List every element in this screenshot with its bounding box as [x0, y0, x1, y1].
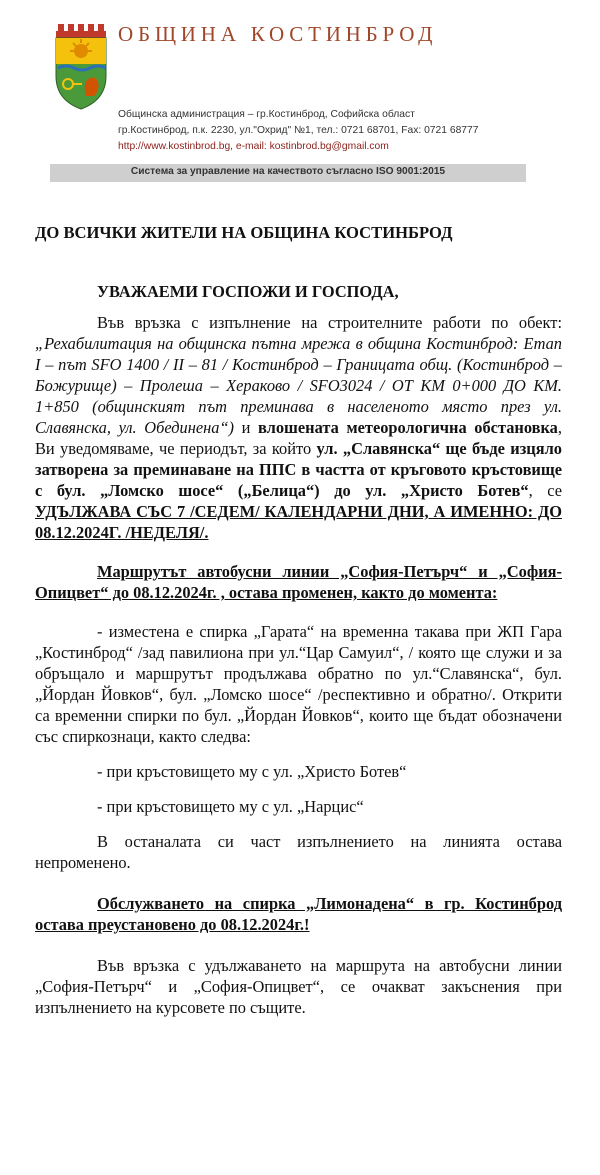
route-lines: Маршрутът автобусни линии „София-Петърч“ и „София-Опицвет“ [35, 562, 562, 602]
contact-line: гр.Костинброд, п.к. 2230, ул."Охрид" №1, тел.: 0721 68701, Fax: 0721 68777 [118, 125, 479, 136]
iso-bar [50, 164, 526, 182]
paragraph-unchanged: В останалата си част изпълнението на линията остава непроменено. [35, 832, 562, 872]
web-email-line[interactable]: http://www.kostinbrod.bg, e-mail: kostinbrod.bg@gmail.com [118, 141, 389, 152]
weather-text: влошената метеорологична обстановка [258, 418, 558, 437]
paragraph-delays: Във връзка с удължаването на маршрута на автобусни линии „София-Петърч“ и „София-Опицвет“, се очакват закъснения при изпълнението на курсовете по същите. [35, 956, 562, 1017]
paragraph-notice [35, 312, 562, 543]
municipality-coat-of-arms-icon [52, 24, 110, 110]
notice-text: , Ви уведомяваме, че периодът, за който [35, 418, 562, 458]
salutation: УВАЖАЕМИ ГОСПОЖИ И ГОСПОДА, [97, 282, 399, 301]
route-status: до 08.12.2024г. , остава променен, както до момента: [108, 583, 498, 602]
address-line: Общинска администрация – гр.Костинброд, Софийска област [118, 109, 415, 120]
notice-and: и [234, 418, 259, 437]
letter-body [35, 222, 562, 1018]
bullet-stop-2: - при кръстовището му с ул. „Нарцис“ [97, 797, 364, 816]
extension-text: УДЪЛЖАВА СЪС 7 /СЕДЕМ/ КАЛЕНДАРНИ ДНИ, А ИМЕННО: ДО 08.12.2024Г. /НЕДЕЛЯ/. [35, 502, 562, 542]
org-name: ОБЩИНА КОСТИНБРОД [118, 22, 438, 46]
paragraph-stop-suspended: Обслужването на спирка „Лимонадена“ в гр. Костинброд остава преустановено до 08.12.2024г.! [35, 894, 562, 934]
notice-intro: Във връзка с изпълнение на строителните работи по обект: [97, 313, 562, 332]
bullet-stop-1: - при кръстовището му с ул. „Христо Ботев“ [97, 762, 407, 781]
iso-text: Система за управление на качеството съгласно ISO 9001:2015 [130, 166, 446, 177]
notice-comma: , се [528, 481, 562, 500]
street-closure-text: ул. „Славянска“ ще бъде изцяло затворена за преминаване на ППС в частта от кръговото кръстовище с бул. „Ломско шосе“ („Белица“) до ул. „Христо Ботев“ [35, 439, 562, 500]
paragraph-stop-moved: - изместена е спирка „Гарата“ на временна такава при ЖП Гара „Костинброд“ /зад павилиона при ул.“Цар Самуил“, / която ще служи и за обръщало и маршрутът продължава обратно по ул.“Славянска“, бул. „Йордан Йовков“, бул. „Ломско шосе“ /респективно и обратно/. Открити са временни спирки по бул. „Йордан Йовков“, които ще бъдат обозначени със спиркознаци, както следва: [35, 622, 562, 746]
paragraph-route [35, 561, 562, 603]
letterhead [0, 0, 600, 190]
project-object: „Рехабилитация на общинска пътна мрежа в община Костинброд: Етап I – път SFO 1400 / II – 81 / Костинброд – Границата общ. (Костинброд – Божурище) – Пролеша – Хераково / SFO3024 / ОТ КМ 0+000 ДО КМ. 1+850 (общинският път преминава в населеното място през ул. Славянска, ул. Обединена“) [35, 334, 562, 437]
letter-title: ДО ВСИЧКИ ЖИТЕЛИ НА ОБЩИНА КОСТИНБРОД [35, 223, 453, 242]
